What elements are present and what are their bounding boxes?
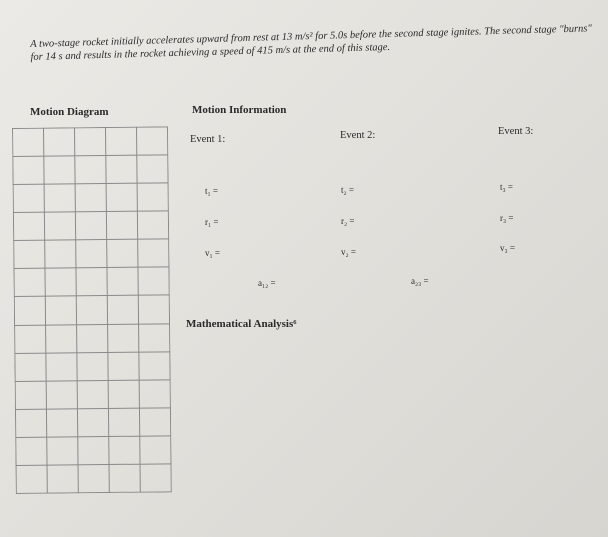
mathematical-analysis-heading: Mathematical Analysis⁶ — [186, 318, 297, 330]
grid-row-line — [15, 380, 171, 382]
grid-row-line — [14, 324, 170, 326]
event-2-time: t₂ = — [341, 185, 354, 195]
grid-row-line — [12, 127, 168, 129]
problem-statement: A two-stage rocket initially accelerates upward from rest at 13 m/s² for 5.0s before the second stage ignites. The second stage "burns" for 14 s and results in the rocket achieving a speed of 415 m/s at the end of this stage. — [30, 23, 593, 63]
event-2-position: r₂ = — [341, 216, 355, 226]
grid-column-line — [12, 128, 16, 494]
grid-row-line — [13, 267, 169, 269]
grid-row-line — [13, 239, 169, 241]
event-2-velocity: v₂ = — [341, 247, 356, 257]
acceleration-2-3: a₂₃ = — [411, 276, 429, 286]
event-1-label: Event 1: — [190, 134, 226, 145]
grid-lines — [12, 126, 172, 494]
motion-information-heading: Motion Information — [192, 104, 287, 116]
grid-row-line — [13, 183, 169, 185]
motion-diagram-grid — [12, 126, 172, 494]
event-3-position: r₃ = — [500, 213, 514, 223]
grid-column-line — [136, 127, 140, 493]
grid-row-line — [14, 295, 170, 297]
grid-row-line — [13, 211, 169, 213]
event-1-time: t₁ = — [205, 186, 218, 196]
event-2-label: Event 2: — [340, 130, 376, 141]
motion-diagram-heading: Motion Diagram — [30, 106, 109, 118]
event-1-velocity: v₁ = — [205, 248, 220, 258]
grid-row-line — [16, 492, 172, 494]
event-1-position: r₁ = — [205, 217, 219, 227]
grid-row-line — [16, 464, 172, 466]
grid-row-line — [15, 436, 171, 438]
grid-column-line — [167, 126, 171, 492]
event-3-time: t₃ = — [500, 182, 513, 192]
grid-row-line — [14, 352, 170, 354]
event-3-label: Event 3: — [498, 126, 534, 137]
grid-column-line — [43, 128, 47, 494]
grid-column-line — [74, 127, 78, 493]
grid-row-line — [12, 155, 168, 157]
acceleration-1-2: a₁₂ = — [258, 278, 276, 288]
grid-row-line — [15, 408, 171, 410]
grid-column-line — [105, 127, 109, 493]
event-3-velocity: v₃ = — [500, 243, 515, 253]
